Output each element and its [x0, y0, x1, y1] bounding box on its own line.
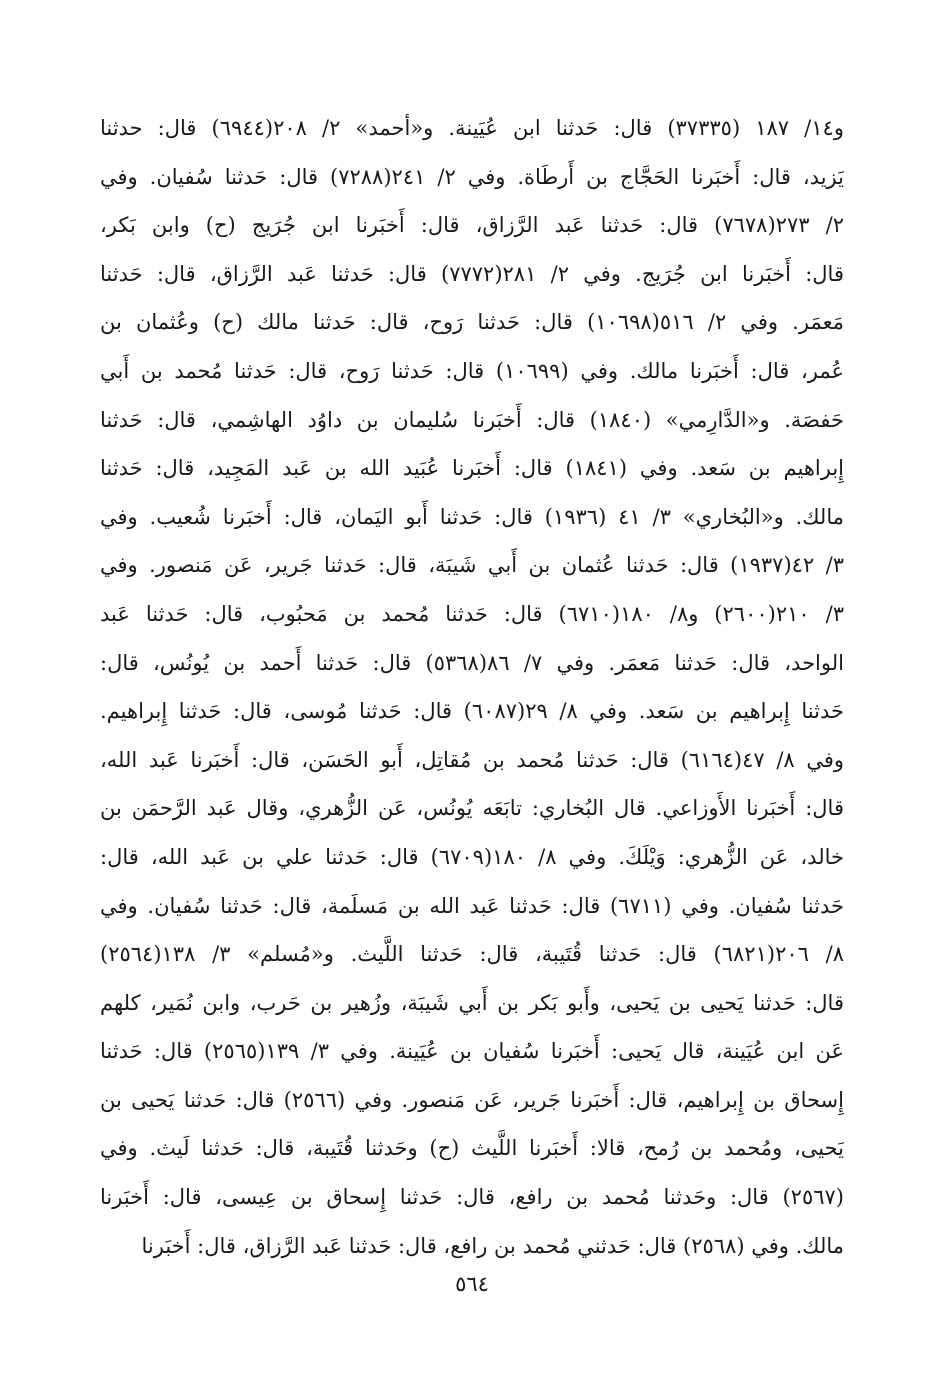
text-line: ٣/ ٢١٠(٢٦٠٠) و٨/ ١٨٠(٦٧١٠) قال: حَدثنا مُحمد بن مَحبُوب، قال: حَدثنا عَبد: [100, 601, 844, 626]
text-line: عُمر، قال: أَخبَرنا مالك. وفي (١٠٦٩٩) قال: حَدثنا رَوح، قال: حَدثنا مُحمد بن أَبي: [100, 358, 844, 383]
body-text: [100, 104, 844, 1270]
text-line: إِبراهيم بن سَعد. وفي (١٨٤١) قال: أَخبَرنا عُبَيد الله بن عَبد المَجِيد، قال: حَدثنا: [100, 456, 844, 481]
text-line: حَدثنا سُفيان. وفي (٦٧١١) قال: حَدثنا عَبد الله بن مَسلَمة، قال: حَدثنا سُفيان. وفي: [100, 893, 844, 918]
text-line: الواحد، قال: حَدثنا مَعمَر. وفي ٧/ ٨٦(٥٣٦٨) قال: حَدثنا أَحمد بن يُونُس، قال:: [100, 650, 844, 675]
text-line: و١٤/ ١٨٧ (٣٧٣٣٥) قال: حَدثنا ابن عُيَينة. و«أحمد» ٢/ ٢٠٨(٦٩٤٤) قال: حدثنا: [100, 116, 844, 140]
text-line: يَزيد، قال: أَخبَرنا الحَجَّاج بن أَرطَاة. وفي ٢/ ٢٤١(٧٢٨٨) قال: حَدثنا سُفيان. وفي: [100, 164, 844, 189]
text-line: إِسحاق بن إِبراهيم، قال: أَخبَرنا جَرير، عَن مَنصور. وفي (٢٥٦٦) قال: حَدثنا يَحيى بن: [100, 1087, 844, 1112]
text-line: قال: حَدثنا يَحيى بن يَحيى، وأَبو بَكر بن أَبي شَيبَة، وزُهير بن حَرب، وابن نُمَير، كلهم: [100, 990, 844, 1015]
text-line: قال: أَخبَرنا ابن جُرَيج. وفي ٢/ ٢٨١(٧٧٧٢) قال: حَدثنا عَبد الرَّزاق، قال: حَدثنا: [100, 261, 844, 286]
text-line: يَحيى، ومُحمد بن رُمح، قالا: أَخبَرنا اللَّيث (ح) وحَدثنا قُتَيبة، قال: حَدثنا لَيث. وفي: [100, 1136, 844, 1161]
text-line: خالد، عَن الزُّهري: وَيْلَكَ. وفي ٨/ ١٨٠(٦٧٠٩) قال: حَدثنا علي بن عَبد الله، قال:: [100, 844, 844, 869]
text-line: وفي ٨/ ٤٧(٦١٦٤) قال: حَدثنا مُحمد بن مُقاتِل، أَبو الحَسَن، قال: أَخبَرنا عَبد الله،: [100, 747, 844, 772]
text-line: مالك. و«البُخاري» ٣/ ٤١ (١٩٣٦) قال: حَدثنا أَبو اليَمان، قال: أَخبَرنا شُعيب. وفي: [100, 504, 844, 529]
text-line: ٨/ ٢٠٦(٦٨٢١) قال: حَدثنا قُتَيبة، قال: حَدثنا اللَّيث. و«مُسلم» ٣/ ١٣٨(٢٥٦٤): [100, 942, 844, 967]
text-line: (٢٥٦٧) قال: وحَدثنا مُحمد بن رافع، قال: حَدثنا إِسحاق بن عِيسى، قال: أَخبَرنا: [100, 1185, 844, 1210]
text-line: مالك. وفي (٢٥٦٨) قال: حَدثني مُحمد بن رافع، قال: حَدثنا عَبد الرَّزاق، قال: أَخبَرنا: [141, 1233, 844, 1258]
text-line: حَدثنا إِبراهيم بن سَعد. وفي ٨/ ٢٩(٦٠٨٧) قال: حَدثنا مُوسى، قال: حَدثنا إِبراهيم.: [100, 699, 844, 724]
text-line: عَن ابن عُيَينة، قال يَحيى: أَخبَرنا سُفيان بن عُيَينة. وفي ٣/ ١٣٩(٢٥٦٥) قال: حَدثنا: [100, 1039, 844, 1064]
page-number: ٥٦٤: [455, 1272, 489, 1296]
text-line: ٣/ ٤٢(١٩٣٧) قال: حَدثنا عُثمان بن أَبي شَيبَة، قال: حَدثنا جَرير، عَن مَنصور. وفي: [100, 553, 844, 578]
text-line: مَعمَر. وفي ٢/ ٥١٦(١٠٦٩٨) قال: حَدثنا رَوح، قال: حَدثنا مالك (ح) وعُثمان بن: [100, 310, 844, 335]
text-line: ٢/ ٢٧٣(٧٦٧٨) قال: حَدثنا عَبد الرَّزاق، قال: أَخبَرنا ابن جُرَيج (ح) وابن بَكر،: [100, 213, 844, 238]
text-line: قال: أَخبَرنا الأَوزاعي. قال البُخاري: تابَعَه يُونُس، عَن الزُّهري، وقال عَبد الرَّحمَن بن: [100, 796, 844, 821]
text-line: حَفصَة. و«الدَّارِمي» (١٨٤٠) قال: أَخبَرنا سُليمان بن داوُد الهاشِمي، قال: حَدثنا: [100, 407, 844, 432]
